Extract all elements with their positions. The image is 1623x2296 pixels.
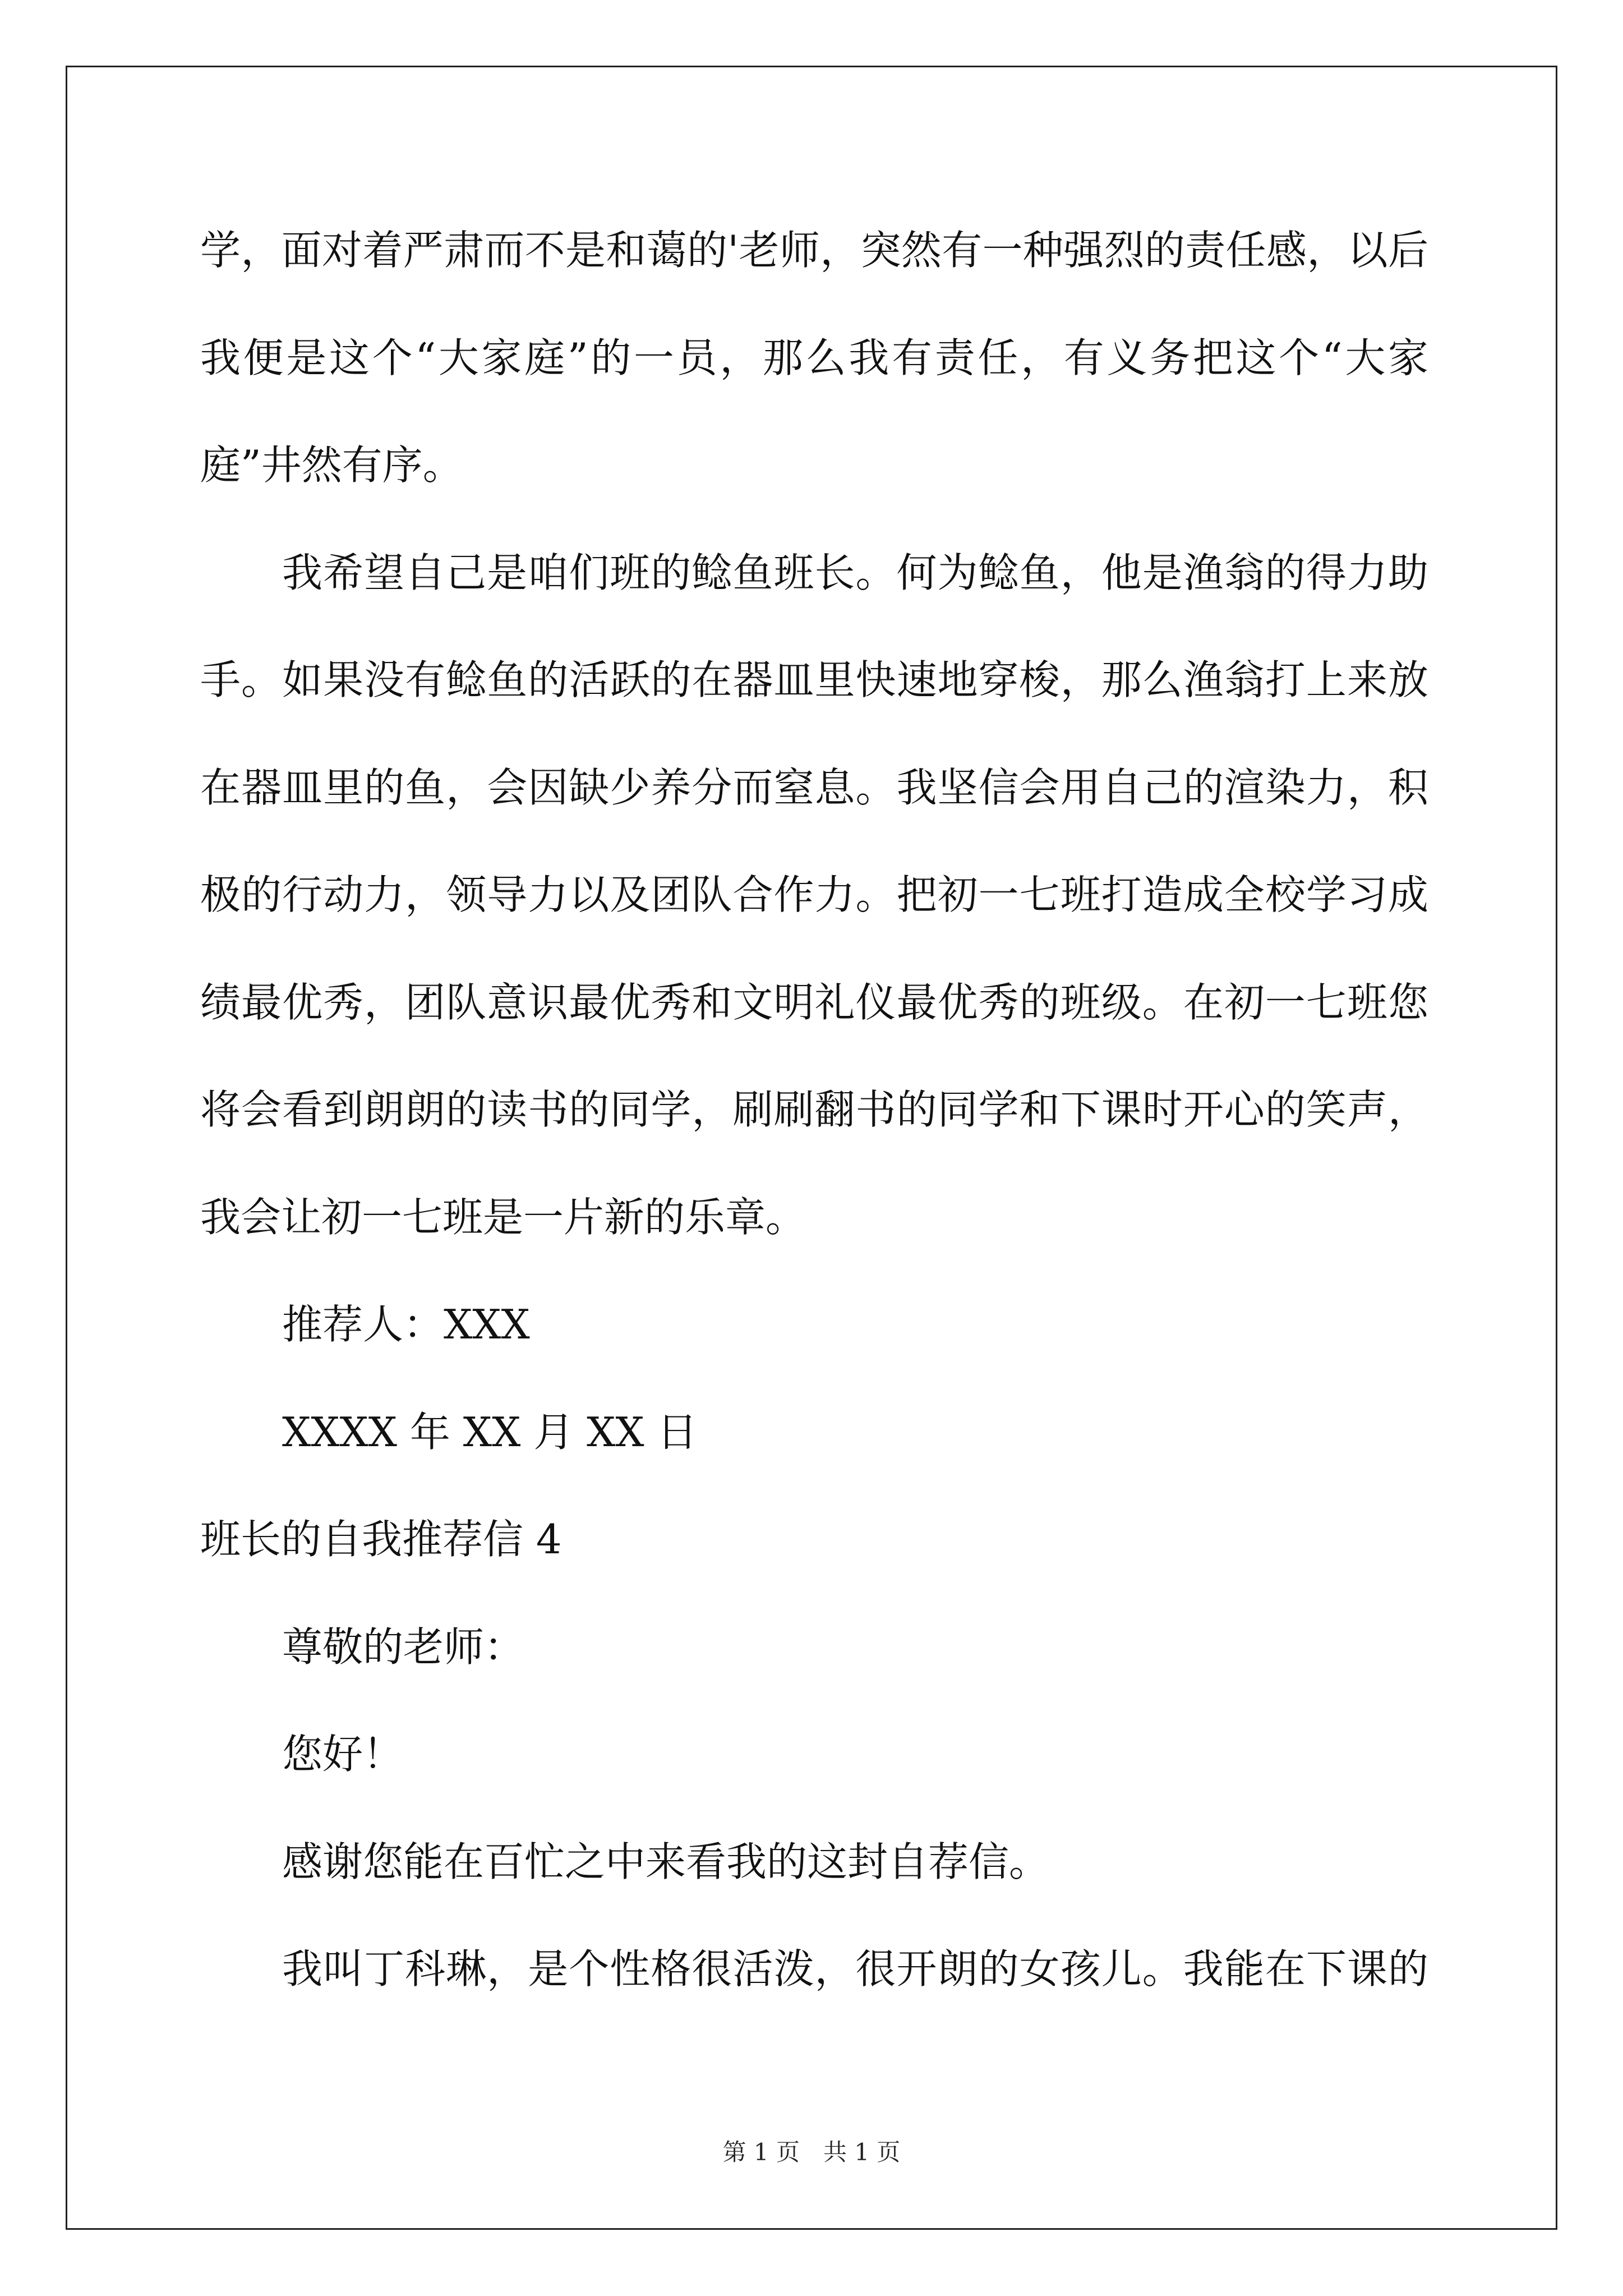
recommender-line: 推荐人：XXX [282, 1301, 530, 1348]
body-text-line: 在器皿里的鱼，会因缺少养分而窒息。我坚信会用自己的渲染力，积 [200, 764, 1428, 811]
body-text-line: 我叫丁科琳，是个性格很活泼，很开朗的女孩儿。我能在下课的 [282, 1945, 1428, 1993]
greeting: 您好！ [282, 1731, 404, 1778]
paragraph-first-line: 我希望自己是咱们班的鲶鱼班长。何为鲶鱼，他是渔翁的得力助 [282, 549, 1428, 596]
section-heading: 班长的自我推荐信 4 [200, 1516, 562, 1563]
body-text-line: 将会看到朗朗的读书的同学，刷刷翻书的同学和下课时开心的笑声， [200, 1086, 1428, 1133]
body-text-line: 我便是这个“大家庭”的一员，那么我有责任，有义务把这个“大家 [200, 334, 1428, 381]
body-text-line: 极的行动力，领导力以及团队合作力。把初一七班打造成全校学习成 [200, 871, 1428, 918]
body-text-line: 学，面对着严肃而不是和蔼的'老师，突然有一种强烈的责任感，以后 [200, 227, 1428, 274]
body-text-line: 庭”井然有序。 [200, 441, 463, 489]
page-footer: 第 1 页 共 1 页 [722, 2138, 901, 2166]
body-text-line: 绩最优秀，团队意识最优秀和文明礼仪最优秀的班级。在初一七班您 [200, 979, 1428, 1026]
body-text-line: 我会让初一七班是一片新的乐章。 [200, 1194, 806, 1241]
page-border [66, 66, 1557, 2230]
date-line: XXXX 年 XX 月 XX 日 [282, 1409, 698, 1456]
body-text-line: 手。如果没有鲶鱼的活跃的在器皿里快速地穿梭，那么渔翁打上来放 [200, 656, 1428, 703]
body-text-line: 感谢您能在百忙之中来看我的这封自荐信。 [282, 1838, 1050, 1885]
salutation: 尊敬的老师： [282, 1623, 525, 1671]
